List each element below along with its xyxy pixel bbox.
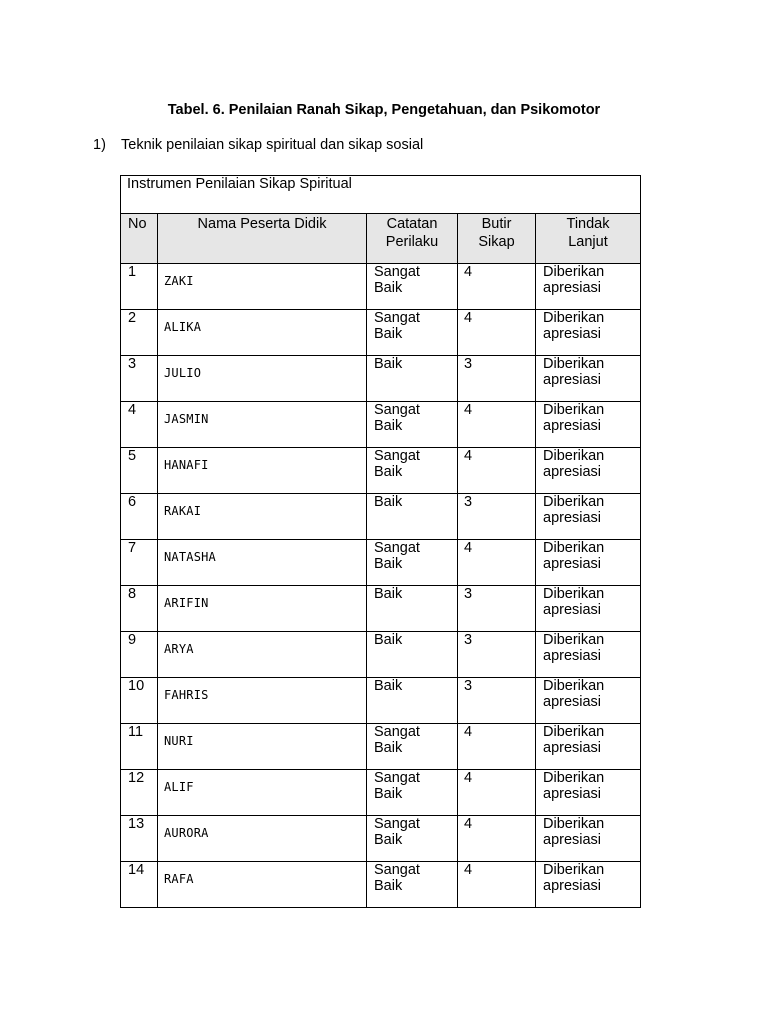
cell-no [121, 862, 158, 908]
tindak-line2: apresiasi [543, 740, 602, 756]
cell-catatan [367, 448, 458, 494]
cell-catatan [367, 356, 458, 402]
table-row [121, 816, 641, 862]
cell-nama [158, 494, 367, 540]
tindak-line2: apresiasi [543, 602, 602, 618]
row-number: 6 [128, 494, 137, 510]
header-catatan [367, 214, 458, 264]
table-row [121, 448, 641, 494]
tindak-line1: Diberikan [543, 310, 605, 326]
cell-tindak [536, 356, 641, 402]
cell-nama [158, 724, 367, 770]
cell-nama [158, 356, 367, 402]
section-point [93, 137, 423, 153]
header-tindak-line1: Tindak [566, 216, 610, 232]
table-row [121, 402, 641, 448]
student-name: NURI [164, 734, 194, 748]
catatan-line1: Baik [374, 678, 403, 694]
header-nama: Nama Peserta Didik [158, 214, 367, 264]
row-number: 2 [128, 310, 137, 326]
catatan-line1: Baik [374, 356, 403, 372]
student-name: AURORA [164, 826, 209, 840]
tindak-line1: Diberikan [543, 816, 605, 832]
cell-butir [458, 310, 536, 356]
cell-tindak [536, 310, 641, 356]
tindak-line1: Diberikan [543, 264, 605, 280]
student-name: RAFA [164, 872, 194, 886]
cell-catatan [367, 494, 458, 540]
tindak-line2: apresiasi [543, 694, 602, 710]
cell-no [121, 770, 158, 816]
cell-tindak [536, 264, 641, 310]
butir-value: 3 [464, 494, 473, 510]
tindak-line1: Diberikan [543, 448, 605, 464]
row-number: 9 [128, 632, 137, 648]
tindak-line2: apresiasi [543, 648, 602, 664]
cell-no [121, 678, 158, 724]
row-number: 11 [128, 724, 144, 740]
student-name: ARYA [164, 642, 194, 656]
cell-catatan [367, 816, 458, 862]
butir-value: 4 [464, 448, 473, 464]
tindak-line2: apresiasi [543, 464, 602, 480]
row-number: 8 [128, 586, 137, 602]
cell-tindak [536, 586, 641, 632]
cell-no [121, 448, 158, 494]
header-catatan-line2: Perilaku [385, 234, 439, 250]
cell-tindak [536, 862, 641, 908]
tindak-line1: Diberikan [543, 724, 605, 740]
cell-catatan [367, 402, 458, 448]
cell-butir [458, 816, 536, 862]
butir-value: 4 [464, 862, 473, 878]
cell-no [121, 586, 158, 632]
cell-tindak [536, 816, 641, 862]
cell-no [121, 816, 158, 862]
catatan-line1: Sangat [374, 862, 420, 878]
cell-butir [458, 862, 536, 908]
cell-catatan [367, 586, 458, 632]
cell-nama [158, 770, 367, 816]
row-number: 1 [128, 264, 137, 280]
catatan-line2: Baik [374, 878, 403, 894]
cell-butir [458, 540, 536, 586]
cell-nama [158, 310, 367, 356]
student-name: FAHRIS [164, 688, 209, 702]
cell-catatan [367, 770, 458, 816]
catatan-line1: Sangat [374, 402, 420, 418]
catatan-line1: Sangat [374, 816, 420, 832]
catatan-line2: Baik [374, 556, 403, 572]
row-number: 13 [128, 816, 145, 832]
tindak-line2: apresiasi [543, 878, 602, 894]
cell-no [121, 402, 158, 448]
table-row [121, 862, 641, 908]
cell-catatan [367, 724, 458, 770]
row-number: 5 [128, 448, 137, 464]
student-name: ALIF [164, 780, 194, 794]
cell-butir [458, 494, 536, 540]
cell-catatan [367, 264, 458, 310]
table-row [121, 586, 641, 632]
row-number: 7 [128, 540, 137, 556]
tindak-line2: apresiasi [543, 556, 602, 572]
butir-value: 4 [464, 402, 473, 418]
catatan-line2: Baik [374, 740, 403, 756]
cell-catatan [367, 632, 458, 678]
cell-tindak [536, 448, 641, 494]
table-caption: Instrumen Penilaian Sikap Spiritual [121, 176, 641, 214]
student-name: RAKAI [164, 504, 202, 518]
row-number: 14 [128, 862, 145, 878]
cell-butir [458, 724, 536, 770]
assessment-table [120, 175, 641, 908]
cell-nama [158, 632, 367, 678]
cell-nama [158, 678, 367, 724]
butir-value: 3 [464, 356, 473, 372]
tindak-line1: Diberikan [543, 402, 605, 418]
cell-butir [458, 264, 536, 310]
table-row [121, 632, 641, 678]
tindak-line2: apresiasi [543, 326, 602, 342]
butir-value: 4 [464, 724, 473, 740]
cell-no [121, 632, 158, 678]
tindak-line2: apresiasi [543, 372, 602, 388]
cell-nama [158, 448, 367, 494]
cell-tindak [536, 678, 641, 724]
butir-value: 3 [464, 586, 473, 602]
header-tindak-line2: Lanjut [568, 234, 608, 250]
butir-value: 4 [464, 770, 473, 786]
catatan-line1: Sangat [374, 310, 420, 326]
header-butir-line2: Sikap [478, 234, 515, 250]
row-number: 10 [128, 678, 145, 694]
header-tindak [536, 214, 641, 264]
catatan-line2: Baik [374, 326, 403, 342]
tindak-line1: Diberikan [543, 862, 605, 878]
table-row [121, 540, 641, 586]
header-catatan-line1: Catatan [386, 216, 438, 232]
cell-nama [158, 586, 367, 632]
table-row [121, 678, 641, 724]
table-caption-row [121, 176, 641, 214]
cell-no [121, 356, 158, 402]
cell-tindak [536, 494, 641, 540]
catatan-line1: Sangat [374, 724, 420, 740]
tindak-line2: apresiasi [543, 418, 602, 434]
catatan-line1: Baik [374, 494, 403, 510]
cell-no [121, 724, 158, 770]
row-number: 12 [128, 770, 145, 786]
table-row [121, 310, 641, 356]
table-row [121, 494, 641, 540]
catatan-line2: Baik [374, 832, 403, 848]
document-title: Tabel. 6. Penilaian Ranah Sikap, Pengetahuan, dan Psikomotor [167, 102, 601, 118]
student-name: HANAFI [164, 458, 209, 472]
cell-no [121, 494, 158, 540]
header-butir [458, 214, 536, 264]
cell-butir [458, 586, 536, 632]
tindak-line1: Diberikan [543, 770, 605, 786]
point-text: Teknik penilaian sikap spiritual dan sikap sosial [121, 137, 424, 153]
catatan-line1: Sangat [374, 770, 420, 786]
catatan-line1: Sangat [374, 448, 420, 464]
row-number: 3 [128, 356, 137, 372]
catatan-line1: Sangat [374, 540, 420, 556]
catatan-line2: Baik [374, 418, 403, 434]
header-butir-line1: Butir [481, 216, 512, 232]
catatan-line1: Sangat [374, 264, 420, 280]
student-name: NATASHA [164, 550, 216, 564]
cell-no [121, 264, 158, 310]
cell-catatan [367, 862, 458, 908]
tindak-line1: Diberikan [543, 540, 605, 556]
catatan-line2: Baik [374, 280, 403, 296]
cell-butir [458, 678, 536, 724]
cell-tindak [536, 402, 641, 448]
catatan-line2: Baik [374, 786, 403, 802]
tindak-line1: Diberikan [543, 494, 605, 510]
student-name: ARIFIN [164, 596, 209, 610]
cell-butir [458, 770, 536, 816]
cell-catatan [367, 540, 458, 586]
tindak-line1: Diberikan [543, 356, 605, 372]
butir-value: 4 [464, 540, 473, 556]
cell-tindak [536, 724, 641, 770]
butir-value: 4 [464, 264, 473, 280]
student-name: ALIKA [164, 320, 202, 334]
table-row [121, 724, 641, 770]
cell-nama [158, 862, 367, 908]
cell-butir [458, 402, 536, 448]
tindak-line2: apresiasi [543, 786, 602, 802]
catatan-line2: Baik [374, 464, 403, 480]
cell-tindak [536, 632, 641, 678]
butir-value: 4 [464, 310, 473, 326]
student-name: JASMIN [164, 412, 209, 426]
table-header-row [121, 214, 641, 264]
cell-catatan [367, 678, 458, 724]
cell-tindak [536, 770, 641, 816]
header-no: No [121, 214, 158, 264]
cell-nama [158, 402, 367, 448]
tindak-line2: apresiasi [543, 280, 602, 296]
row-number: 4 [128, 402, 137, 418]
table-row [121, 770, 641, 816]
cell-nama [158, 540, 367, 586]
point-number: 1) [93, 137, 106, 153]
catatan-line1: Baik [374, 632, 403, 648]
table-row [121, 264, 641, 310]
cell-catatan [367, 310, 458, 356]
tindak-line1: Diberikan [543, 632, 605, 648]
cell-no [121, 310, 158, 356]
cell-nama [158, 816, 367, 862]
cell-tindak [536, 540, 641, 586]
tindak-line1: Diberikan [543, 586, 605, 602]
student-name: JULIO [164, 366, 202, 380]
cell-nama [158, 264, 367, 310]
tindak-line2: apresiasi [543, 832, 602, 848]
cell-butir [458, 356, 536, 402]
tindak-line1: Diberikan [543, 678, 605, 694]
cell-butir [458, 632, 536, 678]
student-name: ZAKI [164, 274, 194, 288]
butir-value: 4 [464, 816, 473, 832]
butir-value: 3 [464, 632, 473, 648]
cell-no [121, 540, 158, 586]
table-row [121, 356, 641, 402]
tindak-line2: apresiasi [543, 510, 602, 526]
catatan-line1: Baik [374, 586, 403, 602]
butir-value: 3 [464, 678, 473, 694]
cell-butir [458, 448, 536, 494]
